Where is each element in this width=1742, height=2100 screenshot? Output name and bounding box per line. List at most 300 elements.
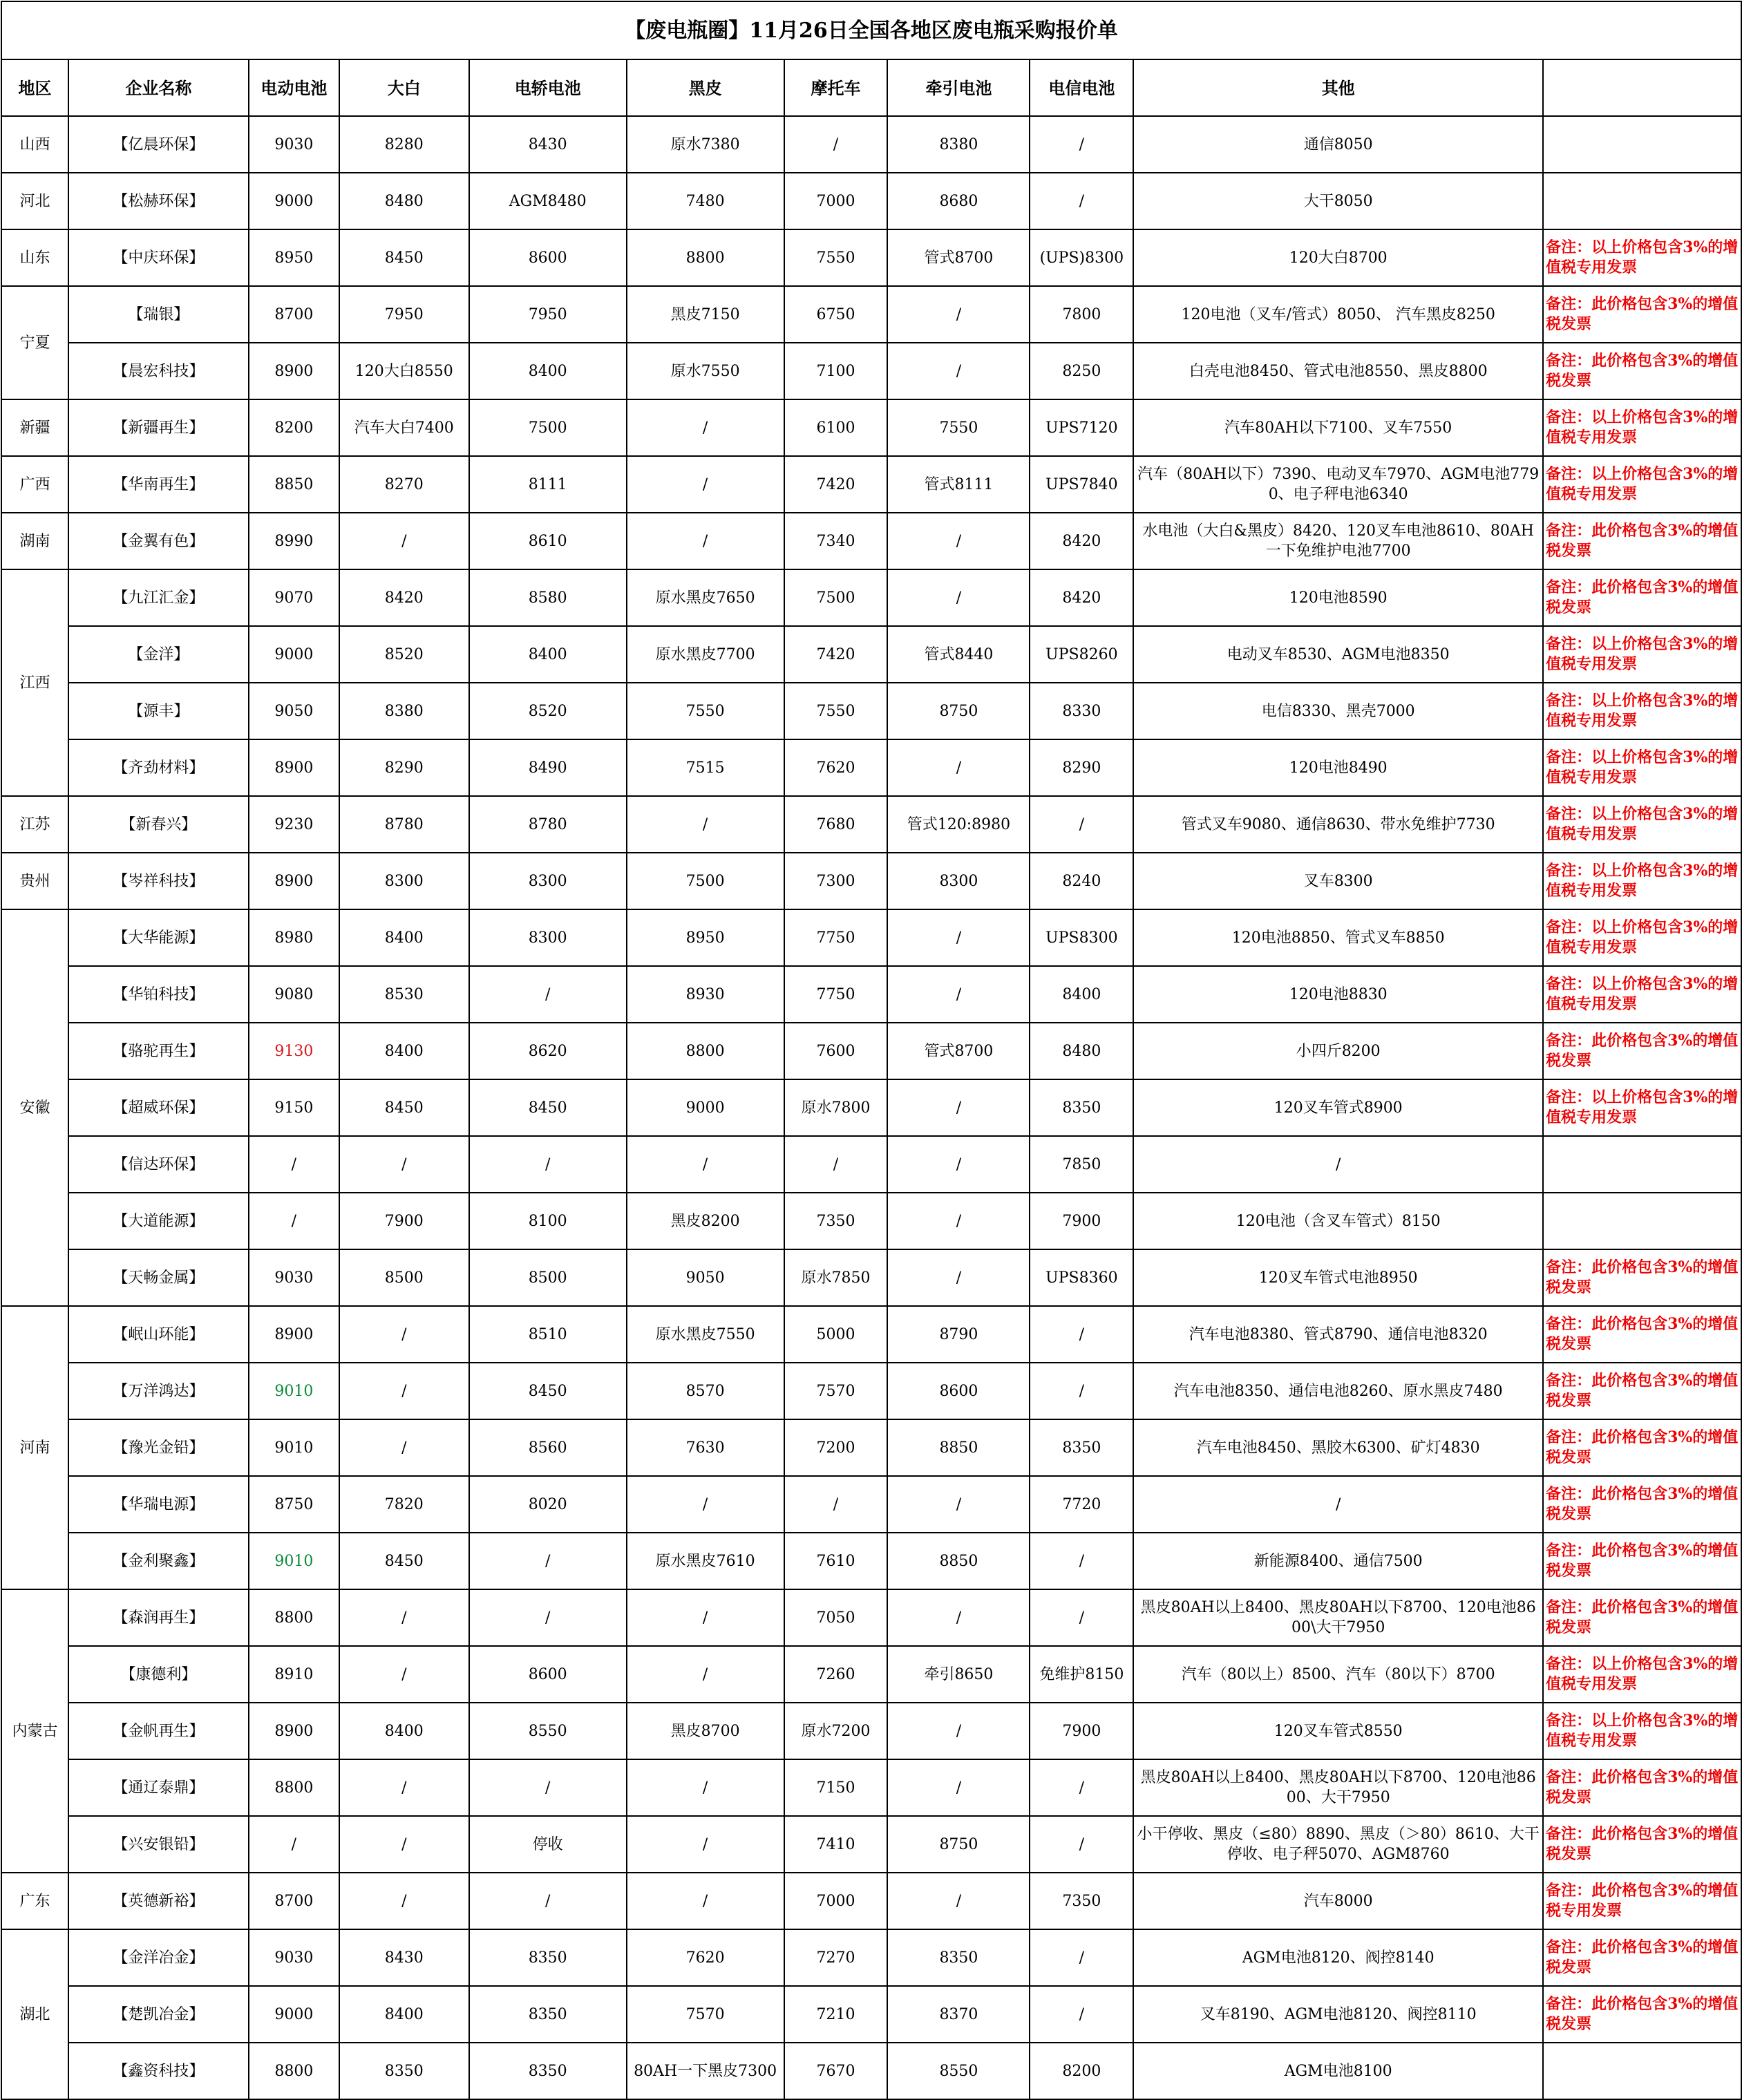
price-cell: 7800 <box>1030 286 1133 343</box>
price-cell: / <box>627 399 784 456</box>
price-cell: 8350 <box>1030 1079 1133 1136</box>
table-row <box>1 683 1741 739</box>
price-cell: / <box>1030 173 1133 229</box>
price-cell: 8330 <box>1030 683 1133 739</box>
company-cell: 【信达环保】 <box>68 1136 249 1193</box>
company-cell: 【九江汇金】 <box>68 569 249 626</box>
price-cell: 8450 <box>339 1533 469 1589</box>
price-cell: 7630 <box>627 1419 784 1476</box>
header-row <box>1 59 1741 116</box>
note-cell: 备注：此价格包含3%的增值税发票 <box>1543 1476 1741 1533</box>
price-cell: 汽车8000 <box>1133 1873 1543 1929</box>
price-cell: / <box>887 569 1030 626</box>
price-cell: 9000 <box>627 1079 784 1136</box>
table-row <box>1 1816 1741 1873</box>
price-cell: / <box>249 1136 339 1193</box>
price-cell: 8480 <box>1030 1023 1133 1079</box>
price-cell: 5000 <box>784 1306 888 1363</box>
price-cell: 9070 <box>249 569 339 626</box>
price-cell: 7100 <box>784 343 888 399</box>
price-cell: 管式8440 <box>887 626 1030 683</box>
table-row <box>1 1759 1741 1816</box>
table-row <box>1 229 1741 286</box>
price-cell: 8780 <box>339 796 469 853</box>
price-cell: / <box>469 1589 627 1646</box>
price-cell: 8750 <box>249 1476 339 1533</box>
region-cell: 广东 <box>1 1873 68 1929</box>
price-cell: / <box>784 1476 888 1533</box>
table-row <box>1 456 1741 513</box>
table-row <box>1 1703 1741 1759</box>
price-cell: 9030 <box>249 116 339 173</box>
price-cell: 7750 <box>784 966 888 1023</box>
company-cell: 【金洋冶金】 <box>68 1929 249 1986</box>
table-row <box>1 399 1741 456</box>
price-cell: 7340 <box>784 513 888 569</box>
note-cell: 备注：以上价格包含3%的增值税专用发票 <box>1543 399 1741 456</box>
company-cell: 【岑祥科技】 <box>68 853 249 909</box>
price-cell: 8700 <box>249 286 339 343</box>
price-cell: 8600 <box>469 229 627 286</box>
company-cell: 【兴安银铅】 <box>68 1816 249 1873</box>
price-cell: 120电池8490 <box>1133 739 1543 796</box>
note-cell: 备注：此价格包含3%的增值税发票 <box>1543 343 1741 399</box>
price-cell: 9010 <box>249 1363 339 1419</box>
note-cell: 备注：此价格包含3%的增值税发票 <box>1543 1023 1741 1079</box>
price-cell: 黑皮80AH以上8400、黑皮80AH以下8700、120电池8600、大干7950 <box>1133 1759 1543 1816</box>
note-cell: 备注：以上价格包含3%的增值税专用发票 <box>1543 853 1741 909</box>
price-cell: / <box>627 1759 784 1816</box>
price-cell: 7550 <box>887 399 1030 456</box>
price-cell: 汽车（80AH以下）7390、电动叉车7970、AGM电池7790、电子秤电池6340 <box>1133 456 1543 513</box>
region-cell: 安徽 <box>1 909 68 1306</box>
table-row <box>1 1533 1741 1589</box>
price-cell: 8020 <box>469 1476 627 1533</box>
header-traction-battery: 牵引电池 <box>887 59 1030 116</box>
price-cell: 7410 <box>784 1816 888 1873</box>
price-cell: 8450 <box>469 1363 627 1419</box>
price-cell: 黑皮80AH以上8400、黑皮80AH以下8700、120电池8600\大干7950 <box>1133 1589 1543 1646</box>
price-cell: 8350 <box>887 1929 1030 1986</box>
table-row <box>1 1136 1741 1193</box>
price-cell: AGM电池8120、阀控8140 <box>1133 1929 1543 1986</box>
price-cell: 8520 <box>339 626 469 683</box>
price-cell: 8300 <box>339 853 469 909</box>
note-cell: 备注：以上价格包含3%的增值税专用发票 <box>1543 626 1741 683</box>
region-cell: 内蒙古 <box>1 1589 68 1873</box>
header-note <box>1543 59 1741 116</box>
price-cell: 8900 <box>249 1306 339 1363</box>
note-cell: 备注：此价格包含3%的增值税发票 <box>1543 513 1741 569</box>
price-cell: 8700 <box>249 1873 339 1929</box>
price-cell: 原水7850 <box>784 1249 888 1306</box>
company-cell: 【鑫资科技】 <box>68 2043 249 2099</box>
header-telecom-battery: 电信电池 <box>1030 59 1133 116</box>
price-cell: 汽车80AH以下7100、叉车7550 <box>1133 399 1543 456</box>
price-cell: 7420 <box>784 456 888 513</box>
price-cell: / <box>339 1646 469 1703</box>
price-cell: 8610 <box>469 513 627 569</box>
price-cell: / <box>627 1476 784 1533</box>
table-row <box>1 1929 1741 1986</box>
price-cell: 8950 <box>249 229 339 286</box>
company-cell: 【金利聚鑫】 <box>68 1533 249 1589</box>
price-cell: 120电池8850、管式叉车8850 <box>1133 909 1543 966</box>
table-row <box>1 1249 1741 1306</box>
price-cell: 8290 <box>1030 739 1133 796</box>
price-cell: / <box>339 1759 469 1816</box>
table-row <box>1 286 1741 343</box>
price-cell: / <box>887 1193 1030 1249</box>
price-cell: / <box>887 1249 1030 1306</box>
price-cell: / <box>1030 1533 1133 1589</box>
price-cell: 8430 <box>469 116 627 173</box>
price-cell: / <box>1133 1476 1543 1533</box>
company-cell: 【森润再生】 <box>68 1589 249 1646</box>
company-cell: 【中庆环保】 <box>68 229 249 286</box>
price-cell: 8680 <box>887 173 1030 229</box>
company-cell: 【金帆再生】 <box>68 1703 249 1759</box>
note-cell: 备注：以上价格包含3%的增值税专用发票 <box>1543 909 1741 966</box>
note-cell <box>1543 1136 1741 1193</box>
price-cell: 9230 <box>249 796 339 853</box>
price-cell: 7050 <box>784 1589 888 1646</box>
price-cell: 7720 <box>1030 1476 1133 1533</box>
price-cell: 7550 <box>784 229 888 286</box>
price-cell: 8350 <box>469 1929 627 1986</box>
price-cell: 8950 <box>627 909 784 966</box>
price-cell: 7820 <box>339 1476 469 1533</box>
price-cell: AGM8480 <box>469 173 627 229</box>
price-cell: 9000 <box>249 1986 339 2043</box>
company-cell: 【华铂科技】 <box>68 966 249 1023</box>
table-row <box>1 966 1741 1023</box>
header-ebike-battery: 电动电池 <box>249 59 339 116</box>
note-cell: 备注：此价格包含3%的增值税发票 <box>1543 1816 1741 1873</box>
price-cell: / <box>339 1873 469 1929</box>
price-cell: / <box>1030 1363 1133 1419</box>
price-cell: 8280 <box>339 116 469 173</box>
price-cell: 8750 <box>887 1816 1030 1873</box>
price-cell: 汽车电池8350、通信电池8260、原水黑皮7480 <box>1133 1363 1543 1419</box>
price-cell: 8570 <box>627 1363 784 1419</box>
price-cell: 黑皮8200 <box>627 1193 784 1249</box>
company-cell: 【华瑞电源】 <box>68 1476 249 1533</box>
price-cell: / <box>339 513 469 569</box>
price-cell: 8400 <box>1030 966 1133 1023</box>
price-cell: 7300 <box>784 853 888 909</box>
price-cell: 7500 <box>627 853 784 909</box>
price-cell: 8380 <box>887 116 1030 173</box>
table-row <box>1 569 1741 626</box>
price-cell: UPS7120 <box>1030 399 1133 456</box>
note-cell: 备注：此价格包含3%的增值税发票 <box>1543 1249 1741 1306</box>
price-cell: 8300 <box>469 909 627 966</box>
price-cell: 9050 <box>627 1249 784 1306</box>
price-cell: 小干停收、黑皮（≤80）8890、黑皮（＞80）8610、大干停收、电子秤5070、AGM8760 <box>1133 1816 1543 1873</box>
price-cell: 120叉车管式8900 <box>1133 1079 1543 1136</box>
note-cell <box>1543 1193 1741 1249</box>
price-cell: / <box>1030 1986 1133 2043</box>
price-cell: / <box>627 513 784 569</box>
note-cell: 备注：以上价格包含3%的增值税专用发票 <box>1543 1646 1741 1703</box>
price-cell: 8850 <box>249 456 339 513</box>
price-cell: / <box>339 1816 469 1873</box>
price-cell: / <box>1030 116 1133 173</box>
price-cell: / <box>887 1703 1030 1759</box>
note-cell <box>1543 2043 1741 2099</box>
price-cell: 7570 <box>627 1986 784 2043</box>
price-cell: 120叉车管式电池8950 <box>1133 1249 1543 1306</box>
price-cell: / <box>339 1589 469 1646</box>
price-cell: 9050 <box>249 683 339 739</box>
price-cell: 管式8700 <box>887 229 1030 286</box>
table-row <box>1 1873 1741 1929</box>
price-cell: 7420 <box>784 626 888 683</box>
price-cell: 原水7200 <box>784 1703 888 1759</box>
price-cell: 8520 <box>469 683 627 739</box>
price-cell: / <box>887 343 1030 399</box>
table-row <box>1 1079 1741 1136</box>
price-cell: 120叉车管式8550 <box>1133 1703 1543 1759</box>
price-cell: 120电池8590 <box>1133 569 1543 626</box>
price-cell: 7350 <box>784 1193 888 1249</box>
price-cell: 7000 <box>784 1873 888 1929</box>
company-cell: 【天畅金属】 <box>68 1249 249 1306</box>
price-cell: 8300 <box>887 853 1030 909</box>
note-cell <box>1543 173 1741 229</box>
price-cell: 7680 <box>784 796 888 853</box>
note-cell: 备注：以上价格包含3%的增值税专用发票 <box>1543 796 1741 853</box>
price-cell: 小四斤8200 <box>1133 1023 1543 1079</box>
company-cell: 【新疆再生】 <box>68 399 249 456</box>
price-cell: 7480 <box>627 173 784 229</box>
price-cell: 7500 <box>784 569 888 626</box>
price-cell: / <box>627 456 784 513</box>
region-cell: 湖北 <box>1 1929 68 2099</box>
price-cell: 8350 <box>339 2043 469 2099</box>
price-cell: 7515 <box>627 739 784 796</box>
price-cell: 大干8050 <box>1133 173 1543 229</box>
price-cell: 7610 <box>784 1533 888 1589</box>
price-cell: 7150 <box>784 1759 888 1816</box>
price-cell: 管式8111 <box>887 456 1030 513</box>
price-cell: 8430 <box>339 1929 469 1986</box>
price-table <box>1 1 1742 2100</box>
company-cell: 【康德利】 <box>68 1646 249 1703</box>
price-cell: / <box>249 1193 339 1249</box>
company-cell: 【源丰】 <box>68 683 249 739</box>
price-cell: 8850 <box>887 1533 1030 1589</box>
company-cell: 【瑞银】 <box>68 286 249 343</box>
note-cell: 备注：此价格包含3%的增值税发票 <box>1543 1533 1741 1589</box>
company-cell: 【晨宏科技】 <box>68 343 249 399</box>
price-cell: / <box>887 909 1030 966</box>
price-cell: / <box>887 1476 1030 1533</box>
table-row <box>1 173 1741 229</box>
price-cell: 8350 <box>469 1986 627 2043</box>
price-cell: / <box>887 1136 1030 1193</box>
price-cell: 8250 <box>1030 343 1133 399</box>
price-cell: 汽车电池8450、黑胶木6300、矿灯4830 <box>1133 1419 1543 1476</box>
note-cell: 备注：以上价格包含3%的增值税专用发票 <box>1543 456 1741 513</box>
company-cell: 【英德新裕】 <box>68 1873 249 1929</box>
price-cell: 8580 <box>469 569 627 626</box>
price-cell: 9030 <box>249 1249 339 1306</box>
price-cell: / <box>469 1533 627 1589</box>
price-cell: 7200 <box>784 1419 888 1476</box>
price-cell: 原水7550 <box>627 343 784 399</box>
region-cell: 广西 <box>1 456 68 513</box>
company-cell: 【华南再生】 <box>68 456 249 513</box>
price-cell: 8750 <box>887 683 1030 739</box>
header-other: 其他 <box>1133 59 1543 116</box>
company-cell: 【通辽泰鼎】 <box>68 1759 249 1816</box>
price-cell: 8380 <box>339 683 469 739</box>
region-cell: 河南 <box>1 1306 68 1589</box>
company-cell: 【齐劲材料】 <box>68 739 249 796</box>
price-cell: 7900 <box>1030 1703 1133 1759</box>
price-cell: / <box>627 1136 784 1193</box>
price-cell: 9030 <box>249 1929 339 1986</box>
price-cell: 8450 <box>339 1079 469 1136</box>
note-cell: 备注：此价格包含3%的增值税发票 <box>1543 1363 1741 1419</box>
price-cell: / <box>887 1873 1030 1929</box>
price-cell: 免维护8150 <box>1030 1646 1133 1703</box>
company-cell: 【万洋鸿达】 <box>68 1363 249 1419</box>
price-cell: 8990 <box>249 513 339 569</box>
company-cell: 【松赫环保】 <box>68 173 249 229</box>
price-cell: UPS8260 <box>1030 626 1133 683</box>
price-cell: 8400 <box>469 343 627 399</box>
price-cell: / <box>887 739 1030 796</box>
price-cell: 原水7380 <box>627 116 784 173</box>
price-cell: 7550 <box>627 683 784 739</box>
price-cell: 9000 <box>249 626 339 683</box>
company-cell: 【岷山环能】 <box>68 1306 249 1363</box>
note-cell: 备注：此价格包含3%的增值税专用发票 <box>1543 1873 1741 1929</box>
note-cell: 备注：此价格包含3%的增值税发票 <box>1543 1759 1741 1816</box>
table-row <box>1 1023 1741 1079</box>
region-cell: 山西 <box>1 116 68 173</box>
price-cell: / <box>469 1136 627 1193</box>
price-cell: 8100 <box>469 1193 627 1249</box>
header-car-battery: 电轿电池 <box>469 59 627 116</box>
price-cell: AGM电池8100 <box>1133 2043 1543 2099</box>
price-cell: / <box>887 966 1030 1023</box>
price-cell: / <box>249 1816 339 1873</box>
price-cell: 8600 <box>469 1646 627 1703</box>
company-cell: 【金翼有色】 <box>68 513 249 569</box>
price-cell: / <box>887 286 1030 343</box>
price-cell: 8550 <box>469 1703 627 1759</box>
price-cell: 7600 <box>784 1023 888 1079</box>
table-row <box>1 513 1741 569</box>
table-row <box>1 1589 1741 1646</box>
header-company: 企业名称 <box>68 59 249 116</box>
price-cell: 电动叉车8530、AGM电池8350 <box>1133 626 1543 683</box>
price-cell: 9150 <box>249 1079 339 1136</box>
price-cell: / <box>887 1589 1030 1646</box>
note-cell: 备注：以上价格包含3%的增值税专用发票 <box>1543 1079 1741 1136</box>
price-cell: 叉车8300 <box>1133 853 1543 909</box>
price-cell: 电信8330、黑壳7000 <box>1133 683 1543 739</box>
price-cell: 120电池（含叉车管式）8150 <box>1133 1193 1543 1249</box>
price-cell: / <box>627 1589 784 1646</box>
price-cell: 管式8700 <box>887 1023 1030 1079</box>
price-cell: 8900 <box>249 739 339 796</box>
region-cell: 山东 <box>1 229 68 286</box>
price-cell: 6100 <box>784 399 888 456</box>
company-cell: 【大华能源】 <box>68 909 249 966</box>
price-cell: 7750 <box>784 909 888 966</box>
table-row <box>1 909 1741 966</box>
company-cell: 【楚凯冶金】 <box>68 1986 249 2043</box>
table-row <box>1 343 1741 399</box>
price-cell: 8790 <box>887 1306 1030 1363</box>
price-cell: 8420 <box>339 569 469 626</box>
note-cell: 备注：以上价格包含3%的增值税专用发票 <box>1543 1703 1741 1759</box>
price-cell: 通信8050 <box>1133 116 1543 173</box>
price-cell: 原水黑皮7550 <box>627 1306 784 1363</box>
price-cell: 8240 <box>1030 853 1133 909</box>
table-row <box>1 796 1741 853</box>
price-cell: 牵引8650 <box>887 1646 1030 1703</box>
price-cell: 8300 <box>469 853 627 909</box>
price-cell: 120大白8550 <box>339 343 469 399</box>
price-cell: 汽车电池8380、管式8790、通信电池8320 <box>1133 1306 1543 1363</box>
price-cell: 8200 <box>249 399 339 456</box>
price-cell: 8930 <box>627 966 784 1023</box>
price-cell: 8910 <box>249 1646 339 1703</box>
table-row <box>1 1646 1741 1703</box>
table-title: 【废电瓶圈】11月26日全国各地区废电瓶采购报价单 <box>1 1 1741 59</box>
price-cell: 7950 <box>339 286 469 343</box>
price-cell: 8600 <box>887 1363 1030 1419</box>
note-cell: 备注：此价格包含3%的增值税发票 <box>1543 286 1741 343</box>
price-cell: 8900 <box>249 1703 339 1759</box>
price-cell: 7270 <box>784 1929 888 1986</box>
price-cell: 叉车8190、AGM电池8120、阀控8110 <box>1133 1986 1543 2043</box>
price-cell: / <box>469 966 627 1023</box>
price-cell: 8900 <box>249 853 339 909</box>
price-cell: 8350 <box>1030 1419 1133 1476</box>
price-cell: 80AH一下黑皮7300 <box>627 2043 784 2099</box>
region-cell: 贵州 <box>1 853 68 909</box>
price-cell: 7850 <box>1030 1136 1133 1193</box>
table-row <box>1 1476 1741 1533</box>
price-cell: 8560 <box>469 1419 627 1476</box>
price-cell: 原水黑皮7610 <box>627 1533 784 1589</box>
price-cell: 8480 <box>339 173 469 229</box>
price-cell: / <box>1030 1589 1133 1646</box>
price-cell: 黑皮8700 <box>627 1703 784 1759</box>
price-cell: 7570 <box>784 1363 888 1419</box>
price-cell: 8780 <box>469 796 627 853</box>
price-cell: / <box>1030 796 1133 853</box>
table-row <box>1 626 1741 683</box>
price-cell: 8400 <box>469 626 627 683</box>
price-cell: 8490 <box>469 739 627 796</box>
price-cell: 原水7800 <box>784 1079 888 1136</box>
price-cell: 7000 <box>784 173 888 229</box>
price-cell: 8420 <box>1030 513 1133 569</box>
price-cell: 8400 <box>339 1703 469 1759</box>
table-row <box>1 853 1741 909</box>
price-cell: 管式120:8980 <box>887 796 1030 853</box>
price-cell: 原水黑皮7700 <box>627 626 784 683</box>
price-cell: / <box>784 116 888 173</box>
